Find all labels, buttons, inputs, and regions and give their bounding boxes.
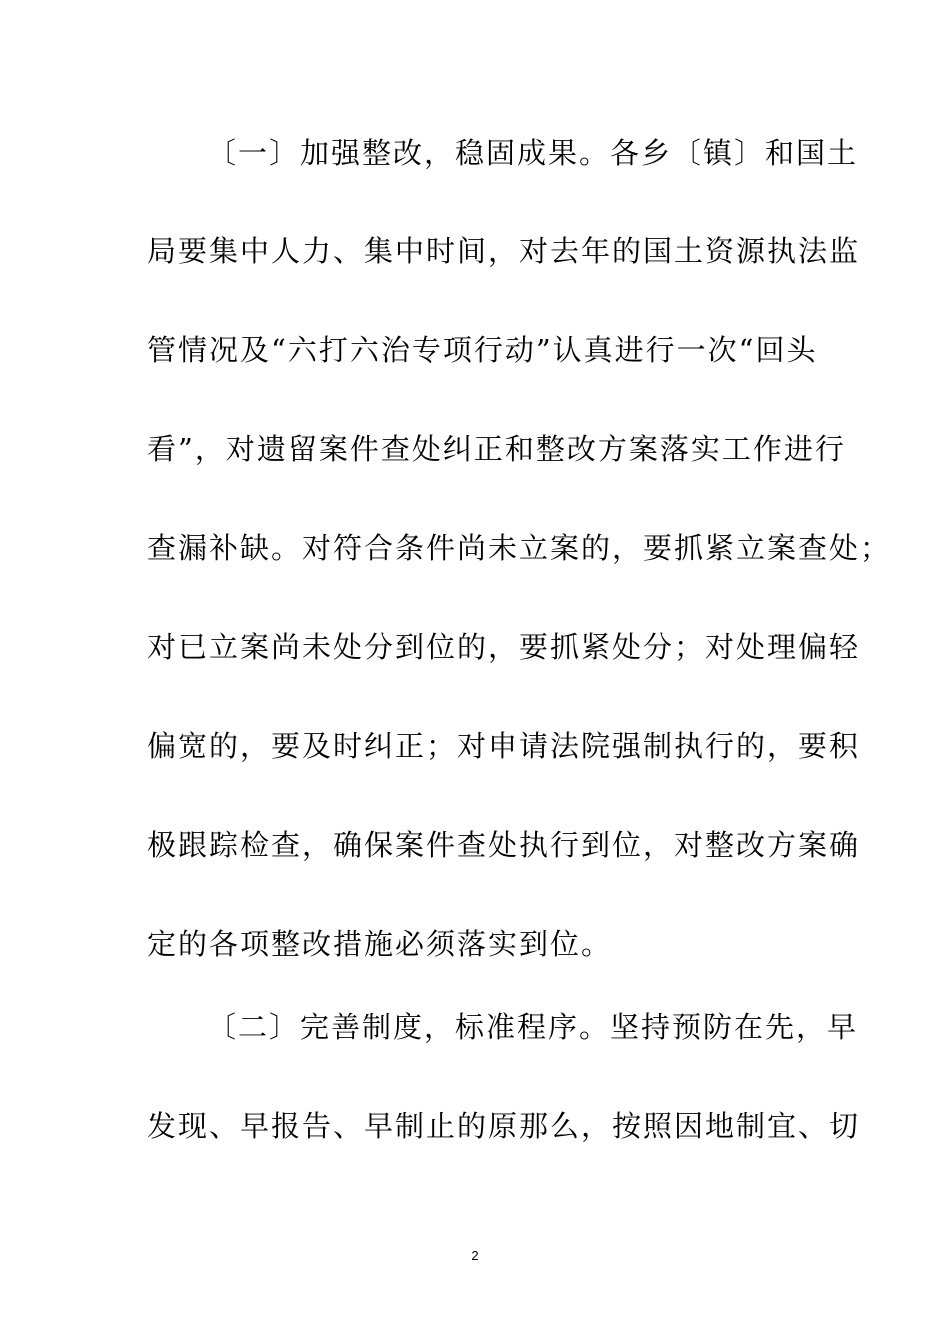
paragraph-2-line-1: 〔二〕完善制度，标准程序。坚持预防在先，早 <box>207 1010 859 1044</box>
paragraph-1-line-8: 极跟踪检查，确保案件查处执行到位，对整改方案确 <box>147 828 861 862</box>
page-number: 2 <box>471 1248 479 1263</box>
paragraph-1-line-1: 〔一〕加强整改，稳固成果。各乡〔镇〕和国土 <box>207 136 859 170</box>
paragraph-1-line-6: 对已立案尚未处分到位的，要抓紧处分；对处理偏轻 <box>147 630 861 664</box>
paragraph-1-line-7: 偏宽的，要及时纠正；对申请法院强制执行的，要积 <box>147 729 861 763</box>
paragraph-1-line-9: 定的各项整改措施必须落实到位。 <box>147 927 613 961</box>
paragraph-1-line-3: 管情况及“六打六治专项行动”认真进行一次“回头 <box>147 333 818 367</box>
paragraph-1-line-4: 看”，对遗留案件查处纠正和整改方案落实工作进行 <box>147 432 846 466</box>
paragraph-1-line-2: 局要集中人力、集中时间，对去年的国土资源执法监 <box>147 234 861 268</box>
paragraph-2-line-2: 发现、早报告、早制止的原那么，按照因地制宜、切 <box>147 1109 861 1143</box>
paragraph-1-line-5: 查漏补缺。对符合条件尚未立案的，要抓紧立案查处； <box>147 531 892 565</box>
